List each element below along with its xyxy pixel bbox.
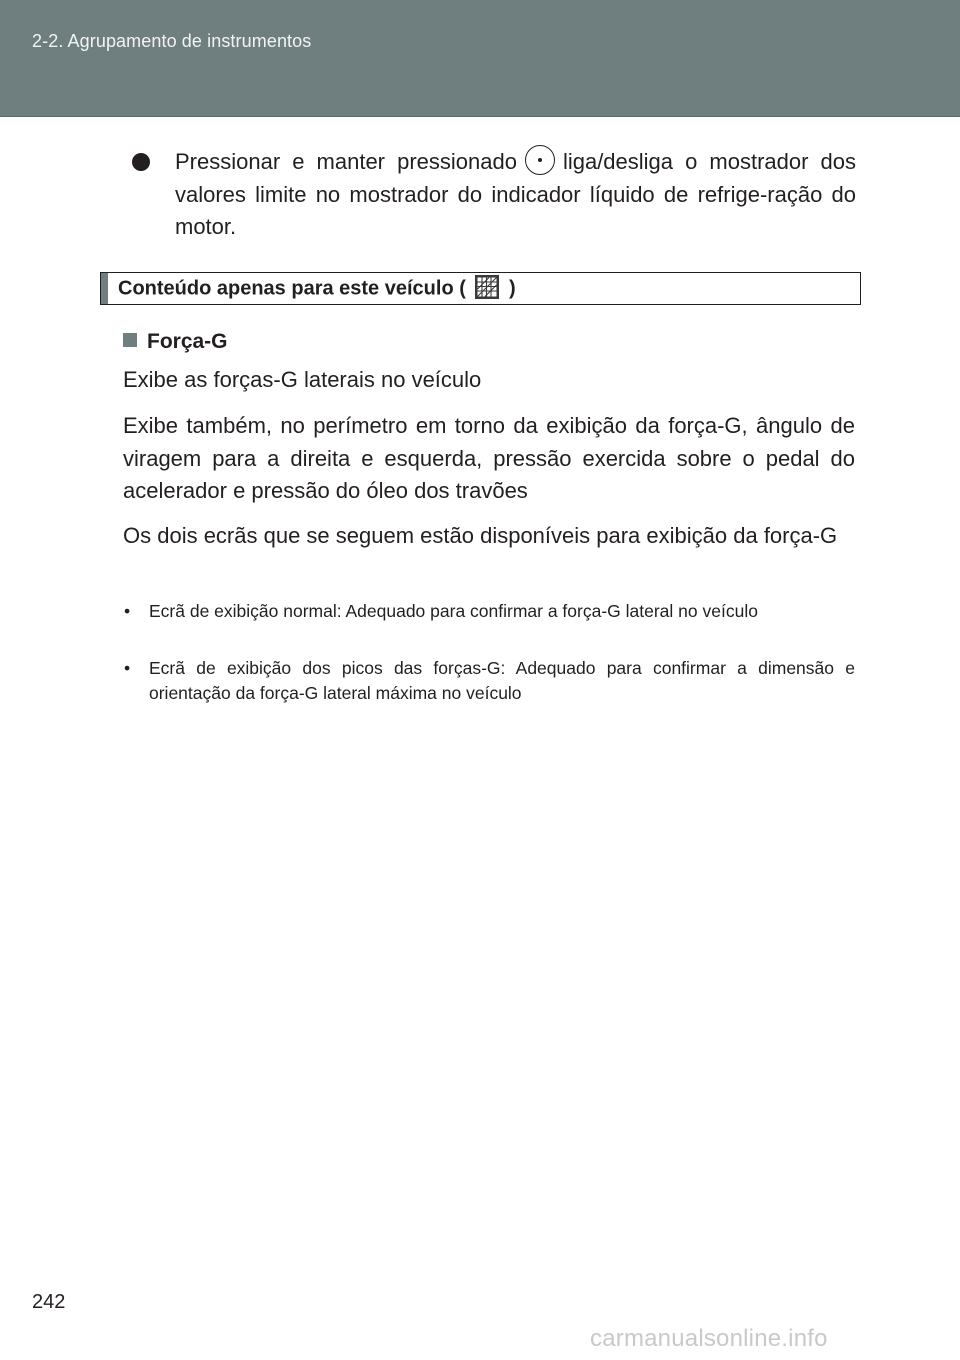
bullet-dot-icon (132, 153, 150, 171)
note-bullet: • (124, 658, 131, 678)
page-header (0, 0, 960, 117)
square-bullet-icon (123, 333, 137, 347)
note-item: • Ecrã de exibição normal: Adequado para confirmar a força-G lateral no veículo (124, 599, 855, 624)
section-heading-box (100, 272, 861, 305)
note-item: • Ecrã de exibição dos picos das forças-G: Adequado para confirmar a dimensão e orientação da força-G lateral máxima no veículo (124, 658, 855, 703)
paragraph: Os dois ecrãs que se seguem estão disponíveis para exibição da força-G (123, 523, 838, 548)
section-accent-bar (101, 273, 108, 304)
subsection-heading: Força-G (123, 330, 228, 354)
section-breadcrumb: 2-2. Agrupamento de instrumentos (32, 31, 312, 51)
watermark: carmanualsonline.info (590, 1325, 828, 1352)
paragraph: Exibe as forças-G laterais no veículo (123, 367, 482, 392)
page-number: 242 (32, 1291, 66, 1313)
vehicle-grid-icon (475, 275, 499, 299)
note-bullet: • (124, 601, 131, 621)
circle-dot-button-icon (525, 145, 555, 175)
intro-bullet (132, 146, 856, 244)
paragraph: Exibe também, no perímetro em torno da exibição da força-G, ângulo de viragem para a direita e esquerda, pressão exercida sobre o pedal do acelerador e pressão do óleo dos travões (123, 413, 855, 503)
intro-bullet-text: Pressionar e manter pressionado liga/desliga o mostrador dos valores limite no mostrador do indicador líquido de refrige-ração do motor. (175, 146, 856, 244)
section-heading: Conteúdo apenas para este veículo ( ) (118, 277, 516, 301)
